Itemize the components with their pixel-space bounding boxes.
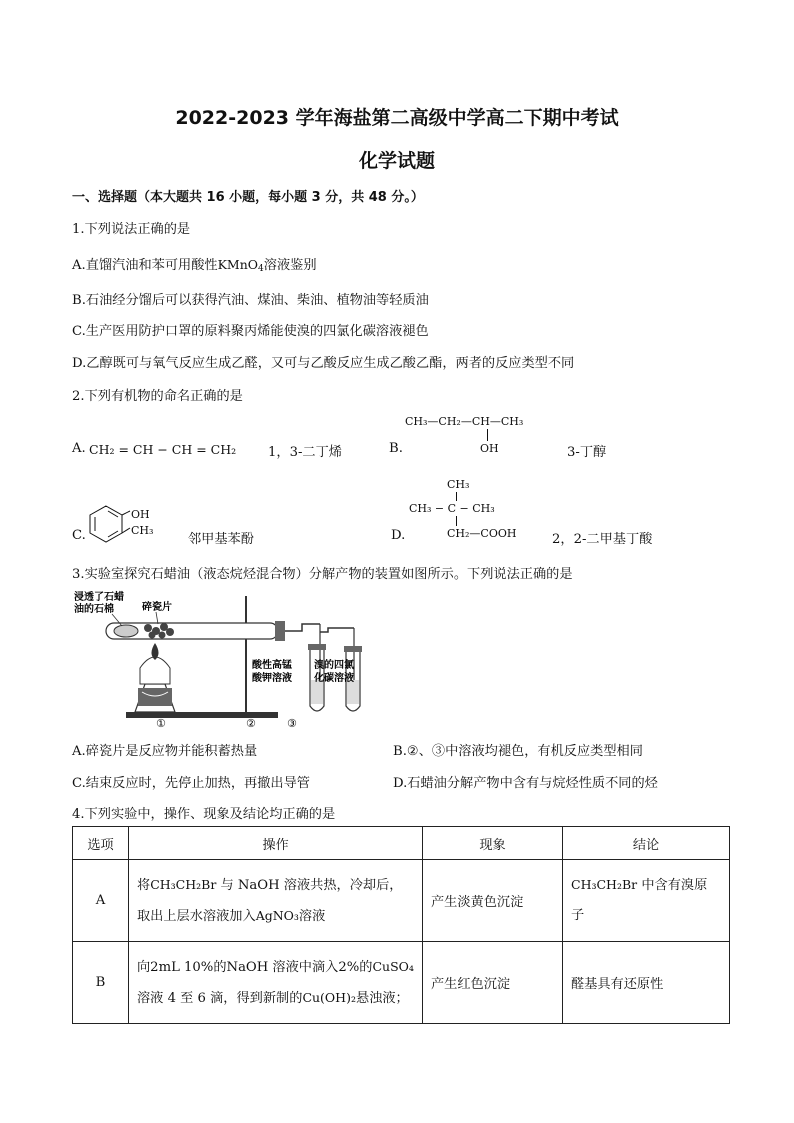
q3-option-c: C.结束反应时，先停止加热，再撤出导管	[72, 776, 310, 791]
q2-option-d-bond-bot	[456, 516, 457, 526]
row-b-phenomenon: 产生红色沉淀	[423, 942, 563, 1024]
fig-label-7: 化碳溶液	[314, 673, 354, 684]
page-title: 2022-2023 学年海盐第二高级中学高二下期中考试	[175, 107, 619, 129]
header-conclusion: 结论	[563, 827, 730, 860]
q1-stem: 1.下列说法正确的是	[72, 222, 191, 237]
page-subtitle: 化学试题	[358, 150, 435, 172]
q3-option-d: D.石蜡油分解产物中含有与烷烃性质不同的烃	[393, 776, 658, 791]
q2-option-a-formula: CH₂ = CH − CH = CH₂	[89, 442, 237, 457]
fig-label-5: 酸钾溶液	[252, 673, 292, 684]
q1-option-b: B.石油经分馏后可以获得汽油、煤油、柴油、植物油等轻质油	[72, 293, 429, 308]
q2-option-b-label: B.	[389, 441, 403, 456]
fig-label-2: 油的石棉	[74, 604, 114, 615]
row-b-option: B	[73, 942, 129, 1024]
q3-option-a: A.碎瓷片是反应物并能积蓄热量	[72, 744, 258, 759]
row-a-operation: 将CH₃CH₂Br 与 NaOH 溶液共热，冷却后， 取出上层水溶液加入AgNO₃溶液	[129, 860, 423, 942]
q2-option-d-top: CH₃	[447, 478, 470, 491]
row-a-conclusion: CH₃CH₂Br 中含有溴原 子	[563, 860, 730, 942]
table-row	[73, 942, 730, 1024]
q2-option-c-name: 邻甲基苯酚	[188, 532, 254, 547]
fig-num-2: ②	[246, 717, 256, 728]
header-option: 选项	[73, 827, 129, 860]
row-b-operation: 向2mL 10%的NaOH 溶液中滴入2%的CuSO₄ 溶液 4 至 6 滴，得到新制的Cu(OH)₂悬浊液；	[129, 942, 423, 1024]
header-phenomenon: 现象	[423, 827, 563, 860]
q3-option-b: B.②、③中溶液均褪色，有机反应类型相同	[393, 744, 643, 759]
row-a-option: A	[73, 860, 129, 942]
q2-option-b-bond	[487, 429, 488, 441]
q2-option-d-label: D.	[391, 528, 406, 543]
q1-option-d: D.乙醇既可与氧气反应生成乙醛，又可与乙酸反应生成乙酸乙酯，两者的反应类型不同	[72, 356, 575, 371]
row-b-conclusion: 醛基具有还原性	[563, 942, 730, 1024]
q4-table	[72, 826, 730, 1024]
q4-stem: 4.下列实验中，操作、现象及结论均正确的是	[72, 807, 336, 822]
fig-label-4: 酸性高锰	[252, 660, 292, 671]
q2-option-d-name: 2，2-二甲基丁酸	[552, 532, 653, 547]
fig-label-6: 溴的四氯	[314, 660, 354, 671]
q2-option-a-label: A.	[72, 441, 86, 456]
q2-option-b-name: 3-丁醇	[567, 445, 607, 460]
fig-label-3: 碎瓷片	[142, 602, 172, 613]
q2-option-b-oh: OH	[480, 442, 499, 455]
benzene-ring-icon	[84, 502, 134, 544]
q2-option-d-mid: CH₃ − C − CH₃	[409, 502, 495, 515]
section-heading: 一、选择题（本大题共 16 小题，每小题 3 分，共 48 分。）	[72, 190, 424, 205]
apparatus-figure	[70, 588, 370, 728]
q2-option-b-chain: CH₃—CH₂—CH—CH₃	[405, 415, 524, 428]
q2-option-d-bond-top	[456, 492, 457, 501]
fig-label-1: 浸透了石蜡	[74, 592, 124, 603]
table-row	[73, 860, 730, 942]
q2-option-d-bot: CH₂—COOH	[447, 527, 517, 540]
header-operation: 操作	[129, 827, 423, 860]
q2-option-a-name: 1，3-二丁烯	[268, 445, 342, 460]
q2-option-c-ch3: CH₃	[131, 524, 154, 537]
q1-option-c: C.生产医用防护口罩的原料聚丙烯能使溴的四氯化碳溶液褪色	[72, 324, 429, 339]
q1-option-a: A.直馏汽油和苯可用酸性KMnO$_4$溶液鉴别	[72, 257, 317, 274]
q2-stem: 2.下列有机物的命名正确的是	[72, 389, 243, 404]
table-header-row	[73, 827, 730, 860]
row-a-phenomenon: 产生淡黄色沉淀	[423, 860, 563, 942]
q2-option-c-label: C.	[72, 528, 86, 543]
fig-num-1: ①	[156, 717, 166, 728]
q3-stem: 3.实验室探究石蜡油（液态烷烃混合物）分解产物的装置如图所示。下列说法正确的是	[72, 567, 573, 582]
q2-option-c-oh: OH	[131, 508, 150, 521]
fig-num-3: ③	[287, 717, 297, 728]
